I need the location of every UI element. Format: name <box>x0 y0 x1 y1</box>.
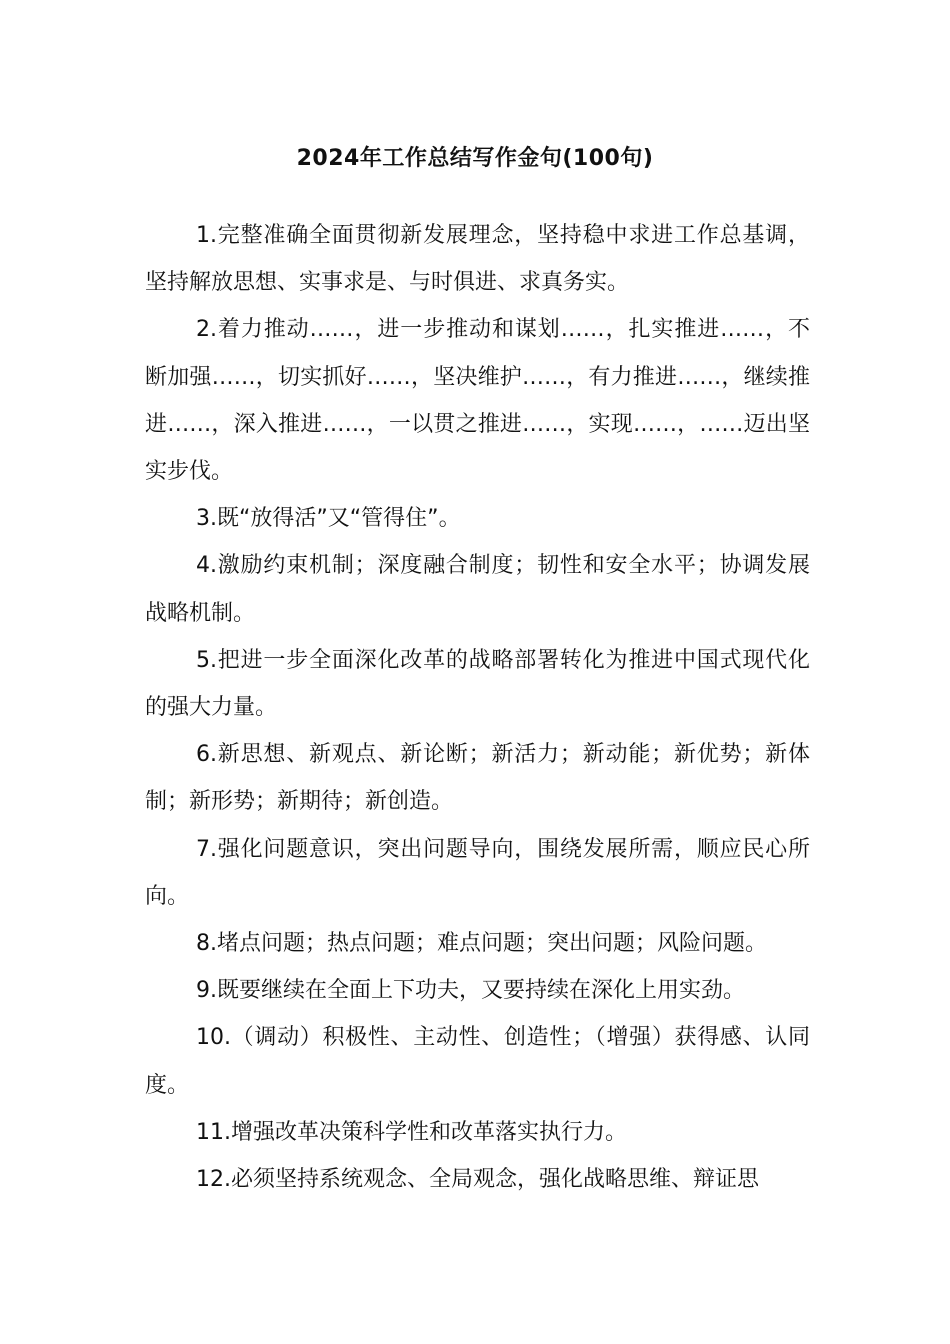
paragraph-5: 5.把进一步全面深化改革的战略部署转化为推进中国式现代化的强大力量。 <box>145 647 810 721</box>
paragraph-7: 7.强化问题意识，突出问题导向，围绕发展所需，顺应民心所向。 <box>145 836 810 909</box>
paragraph-8: 8.堵点问题；热点问题；难点问题；突出问题；风险问题。 <box>196 931 767 957</box>
paragraph-12: 12.必须坚持系统观念、全局观念，强化战略思维、辩证思 <box>196 1167 759 1193</box>
paragraph-6: 6.新思想、新观点、新论断；新活力；新动能；新优势；新体制；新形势；新期待；新创造。 <box>145 742 810 815</box>
paragraph-9: 9.既要继续在全面上下功夫，又要持续在深化上用实劲。 <box>196 978 745 1004</box>
paragraph-10: 10.（调动）积极性、主动性、创造性；（增强）获得感、认同度。 <box>145 1025 810 1098</box>
paragraph-1: 1.完整准确全面贯彻新发展理念，坚持稳中求进工作总基调，坚持解放思想、实事求是、与时俱进、求真务实。 <box>145 223 810 296</box>
document-body <box>145 212 810 1203</box>
paragraph-4: 4.激励约束机制；深度融合制度；韧性和安全水平；协调发展战略机制。 <box>145 553 810 626</box>
paragraph-11: 11.增强改革决策科学性和改革落实执行力。 <box>196 1119 627 1145</box>
document-title: 2024年工作总结写作金句(100句) <box>296 146 654 171</box>
paragraph-2: 2.着力推动……，进一步推动和谋划……，扎实推进……，不断加强……，切实抓好……，坚决维护……，有力推进……，继续推进……，深入推进……，一以贯之推进……，实现……，……迈出坚实步伐。 <box>145 317 810 485</box>
paragraph-3: 3.既“放得活”又“管得住”。 <box>196 506 461 532</box>
